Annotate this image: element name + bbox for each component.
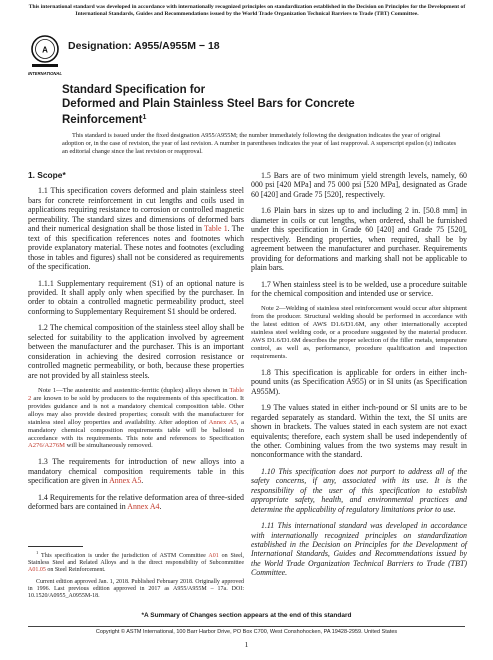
astm-logo	[30, 34, 60, 80]
paragraph-1-11: 1.11 This international standard was developed in accordance with internationally recognized principles on standardization established in the Decision on Principles for the Development of International Standards, Guides and Recommendations issued by the World Trade Organization Technical Barriers to Trade (TBT) Committee.	[251, 521, 467, 578]
designation: Designation: A955/A955M − 18	[68, 40, 220, 52]
page-number: 1	[244, 640, 249, 649]
paragraph-1-5: 1.5 Bars are of two minimum yield strength levels, namely, 60 000 psi [420 MPa] and 75 000 psi [520 MPa], designated as Grade 60 [420] and Grade 75 [520], respectively.	[251, 171, 467, 199]
tbt-notice: This international standard was developed in accordance with internationally recognized principles on standardization established in the Decision on Principles for the Development of International Standards, Guides and Recommendations issued by the World Trade Organization Technical Barriers to Trade (TBT) Committee.	[28, 4, 466, 17]
footnote-1: $^1$ This specification is under the jurisdiction of ASTM Committee A01 on Steel, Stainless Steel and Related Alloys and is the direct responsibility of Subcommittee A01.05 on Steel Reinforcement.	[28, 550, 244, 574]
title-line-3: Reinforcement$^1$	[62, 114, 147, 126]
copyright-line: Copyright © ASTM International, 100 Barr Harbor Drive, PO Box C700, West Conshohocken, PA 19428-2959. United States	[95, 629, 398, 635]
paragraph-1-8: 1.8 This specification is applicable for orders in either inch-pound units (as Specification A955) or in SI units (as Specification A955M).	[251, 367, 467, 396]
left-column	[28, 171, 244, 519]
paragraph-1-1-1: 1.1.1 Supplementary requirement (S1) of an optional nature is provided. It shall apply only when specified by the purchaser. In order to obtain a controlled magnetic permeability product, steel conforming to Supplementary Requirement S1 should be ordered.	[28, 278, 244, 316]
committee-a01-link[interactable]: A01	[208, 553, 219, 559]
paragraph-1-9: 1.9 The values stated in either inch-pound or SI units are to be regarded separately as standard. Within the text, the SI units are shown in brackets. The values stated in each system are not exact equivalents; therefore, each system shall be used independently of the other. Combining values from the two systems may result in nonconformance with the standard.	[251, 403, 467, 460]
summary-of-changes-note: *A Summary of Changes section appears at the end of this standard	[141, 612, 352, 619]
standard-issuance-note: This standard is issued under the fixed designation A955/A955M; the number immediately following the designation indicates the year of original adoption or, in the case of revision, the year of last revision. A number in parentheses indicates the year of last reapproval. A superscript epsilon (ε) indicates an editorial change since the last revision or reapproval.	[62, 132, 457, 155]
svg-text:INTERNATIONAL: INTERNATIONAL	[28, 71, 62, 76]
note-1: Note 1—The austenitic and austenitic-ferritic (duplex) alloys shown in Table 2 are known to be sold by producers to the requirements of this specification. It provides guidance and is not a mandatory chemical composition table. Other alloys may also provide desired properties; consult with the manufacturer for stainless steel alloy properties and availability. After adoption of Annex A5, a mandatory chemical composition requirements table will be balloted in accordance with its requirements. This note and references to Specification A276/A276M will be simultaneously removed.	[28, 387, 244, 450]
subcommittee-a01-05-link[interactable]: A01.05	[28, 567, 46, 574]
paragraph-1-4: 1.4 Requirements for the relative deformation area of three-sided deformed bars are contained in Annex A4.	[28, 492, 244, 512]
a276-link[interactable]: A276/A276M	[28, 442, 65, 450]
standard-title	[62, 84, 462, 128]
annex-a4-link[interactable]: Annex A4	[127, 502, 160, 512]
table-1-link[interactable]: Table 1	[204, 224, 228, 234]
svg-text:A: A	[42, 45, 48, 55]
section-heading-scope: 1. Scope*	[28, 170, 66, 180]
paragraph-1-6: 1.6 Plain bars in sizes up to and including 2 in. [50.8 mm] in diameter in coils or cut lengths, when ordered, shall be furnished under this specification in Grade 60 [420] and Grade 75 [520], respectively. Bending properties, when required, shall be by agreement between the manufacturer and purchaser. Requirements providing for deformations and marking shall not be applicable to plain bars.	[251, 206, 467, 273]
annex-a5-link[interactable]: Annex A5	[208, 418, 237, 426]
annex-a5-link-2[interactable]: Annex A5	[109, 476, 142, 486]
title-footnote-mark[interactable]: 1	[142, 114, 147, 121]
footer-divider	[28, 626, 465, 627]
note-2: Note 2—Welding of stainless steel reinforcement would occur after shipment from the producer. Structural welding should be performed in accordance with the latest edition of AWS D1.6/D1.6M, any other internationally accepted stainless steel welding code, or a procedure suggested by the material producer. AWS D1.6/D1.6M describes the proper selection of the filler metals, temperature control, as well as, performance, procedure qualification and inspection requirements.	[251, 305, 467, 360]
title-line-1: Standard Specification for	[62, 84, 206, 96]
paragraph-1-2: 1.2 The chemical composition of the stainless steel alloy shall be selected for suitability to the application involved by agreement between the manufacturer and the purchaser. This is an important consideration in achieving the desired corrosion resistance or controlled magnetic permeability, or both, because these properties are not provided by all stainless steels.	[28, 323, 244, 380]
right-column	[251, 171, 467, 585]
title-line-2: Deformed and Plain Stainless Steel Bars for Concrete	[62, 97, 355, 110]
paragraph-1-1: 1.1 This specification covers deformed and plain stainless steel bars for concrete reinforcement in cut lengths and coils used in applications requiring resistance to corrosion or controlled magnetic permeability. The standard sizes and dimensions of deformed bars and their numerical designation shall be those listed in Table 1. The text of this specification references notes and footnotes which provide explanatory material. These notes and footnotes (excluding those in tables and figures) shall not be considered as requirements of the specification.	[28, 186, 244, 272]
footnote-edition: Current edition approved Jan. 1, 2018. Published February 2018. Originally approved in 1996. Last previous edition approved in 2017 as A955/A955M – 17a. DOI: 10.1520/A0955_A0955M-18.	[28, 578, 244, 600]
footnotes	[28, 549, 244, 604]
paragraph-1-10: 1.10 This specification does not purport to address all of the safety concerns, if any, associated with its use. It is the responsibility of the user of this specification to establish appropriate safety, health, and environmental practices and determine the applicability of regulatory limitations prior to use.	[251, 466, 467, 514]
footnote-divider	[28, 546, 83, 547]
paragraph-1-3: 1.3 The requirements for introduction of new alloys into a mandatory chemical composition requirements table in this specification are given in Annex A5.	[28, 457, 244, 486]
table-2-link[interactable]: Table 2	[28, 387, 244, 402]
paragraph-1-7: 1.7 When stainless steel is to be welded, use a procedure suitable for the chemical composition and intended use or service.	[251, 279, 467, 298]
